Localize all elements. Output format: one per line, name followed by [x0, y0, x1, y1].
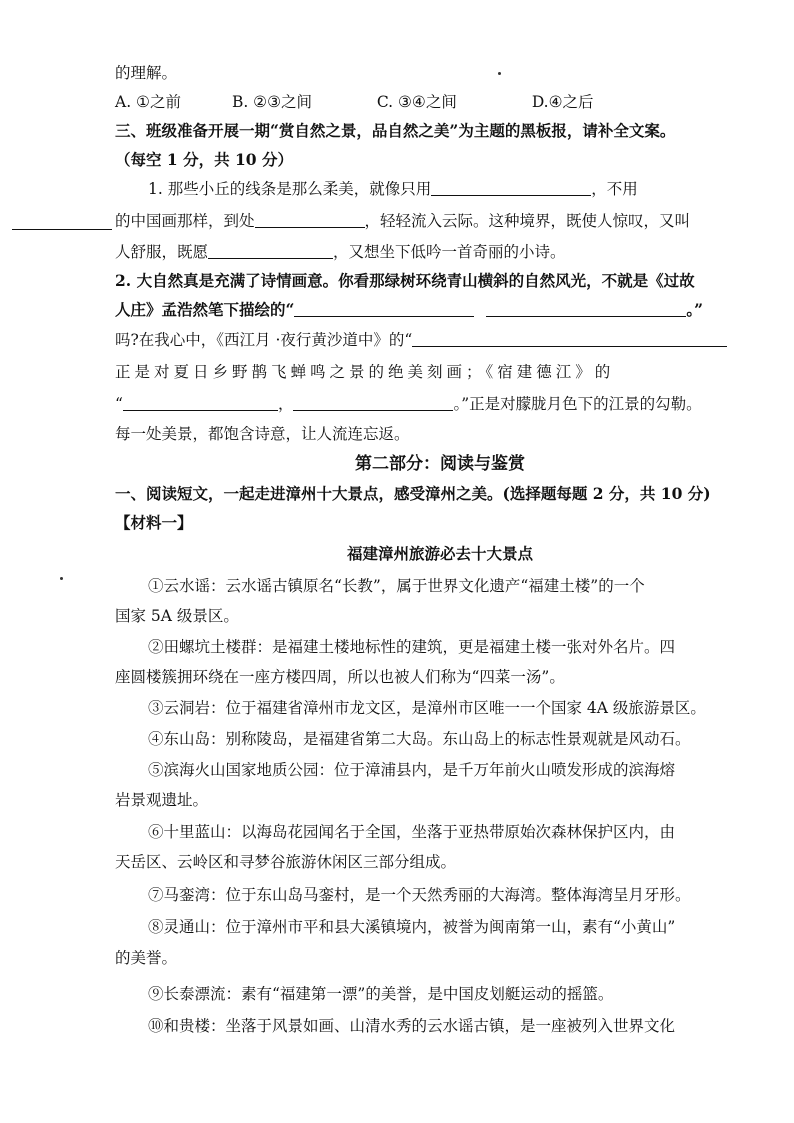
list-item: 岩景观遗址。 [115, 791, 209, 809]
fill-blank[interactable] [412, 330, 727, 347]
section-3-title: 三、班级准备开展一期“赏自然之景，品自然之美”为主题的黑板报，请补全文案。 [115, 121, 676, 140]
article-subtitle: 福建漳州旅游必去十大景点 [346, 544, 533, 563]
list-item: ②田螺坑土楼群：是福建土楼地标性的建筑，更是福建土楼一张对外名片。四 [148, 638, 676, 656]
part-2-title: 第二部分：阅读与鉴赏 [355, 454, 525, 474]
section-3-score: （每空 1 分，共 10 分） [115, 150, 293, 169]
scan-speck [60, 577, 63, 580]
q1-line-2 [115, 210, 765, 232]
option-c: C. ③④之间 [376, 93, 457, 111]
list-item: ⑨长泰漂流：素有“福建第一漂”的美誉，是中国皮划艇运动的摇篮。 [148, 985, 614, 1003]
q2-line-5: “ ， 。”正是对朦胧月色下的江景的勾勒。 [115, 395, 702, 413]
q1-text: 人舒服，既愿 [115, 243, 209, 261]
q1-line-3 [115, 241, 765, 263]
q2-text: 吗?在我心中，《西江月 ·夜行黄沙道中》的“ [115, 331, 413, 349]
q1-text: ，轻轻流入云际。这种境界，既使人惊叹，又叫 [364, 212, 691, 230]
q2-line-1: 2. 大自然真是充满了诗情画意。你看那绿树环绕青山横斜的自然风光，不就是《过故 [115, 271, 695, 290]
list-item: ⑦马銮湾：位于东山岛马銮村，是一个天然秀丽的大海湾。整体海湾呈月牙形。 [148, 886, 691, 904]
option-d: D.④之后 [531, 93, 594, 111]
q2-text: 正是对夏日乡野鹊飞蝉鸣之景的绝美刻画；《宿建德江》的 [115, 363, 615, 381]
option-b: B. ②③之间 [231, 93, 312, 111]
q2-text: 。”正是对朦胧月色下的江景的勾勒。 [453, 395, 702, 413]
fill-blank[interactable] [208, 242, 333, 259]
list-item: ③云洞岩：位于福建省漳州市龙文区，是漳州市区唯一一个国家 4A 级旅游景区。 [148, 699, 706, 717]
q2-line-4 [115, 361, 765, 383]
list-item: ⑥十里蓝山：以海岛花园闻名于全国，坐落于亚热带原始次森林保护区内，由 [148, 823, 676, 841]
list-item: 国家 5A 级景区。 [115, 607, 239, 625]
fill-blank[interactable] [294, 300, 474, 317]
material-label: 【材料一】 [115, 513, 193, 532]
fill-blank[interactable] [431, 179, 591, 196]
list-item: 的美誉。 [115, 949, 178, 967]
list-item: ④东山岛：别称陵岛，是福建省第二大岛。东山岛上的标志性景观就是风动石。 [148, 730, 691, 748]
answer-options [115, 91, 765, 113]
list-item: ⑩和贵楼：坐落于风景如画、山清水秀的云水谣古镇，是一座被列入世界文化 [148, 1017, 676, 1035]
list-item: 座圆楼簇拥环绕在一座方楼四周，所以也被人们称为“四菜一汤”。 [115, 668, 565, 686]
q1-text: 的中国画那样，到处 [115, 212, 255, 230]
option-a: A. ①之前 [115, 93, 181, 111]
list-item: ⑧灵通山：位于漳州市平和县大溪镇境内，被誉为闽南第一山，素有“小黄山” [148, 918, 676, 936]
margin-blank[interactable] [12, 229, 112, 230]
list-item: ⑤滨海火山国家地质公园：位于漳浦县内，是千万年前火山喷发形成的滨海熔 [148, 761, 676, 779]
q1-text: ，又想坐下低吟一首奇丽的小诗。 [333, 243, 566, 261]
q1-line-1 [148, 178, 765, 200]
fill-blank[interactable] [123, 394, 278, 411]
q2-line-6: 每一处美景，都饱含诗意，让人流连忘返。 [115, 425, 410, 443]
q2-text: 。” [686, 300, 704, 319]
fill-blank[interactable] [486, 300, 686, 317]
fill-blank[interactable] [293, 394, 453, 411]
q2-line-3 [115, 329, 765, 351]
reading-question-intro: 一、阅读短文，一起走进漳州十大景点，感受漳州之美。(选择题每题 2 分，共 10 分) [115, 484, 711, 503]
fill-blank[interactable] [255, 211, 365, 228]
q2-text: 人庄》孟浩然笔下描绘的“ [115, 300, 295, 319]
prev-question-tail: 的理解。 [115, 64, 178, 82]
q1-text: ，不用 [591, 180, 638, 198]
q2-line-2 [115, 299, 765, 321]
q1-text: 1. 那些小丘的线条是那么柔美，就像只用 [148, 180, 432, 198]
list-item: 天岳区、云岭区和寻梦谷旅游休闲区三部分组成。 [115, 853, 457, 871]
list-item: ①云水谣：云水谣古镇原名“长教”，属于世界文化遗产“福建土楼”的一个 [148, 577, 645, 595]
q2-text: “ [115, 395, 123, 413]
